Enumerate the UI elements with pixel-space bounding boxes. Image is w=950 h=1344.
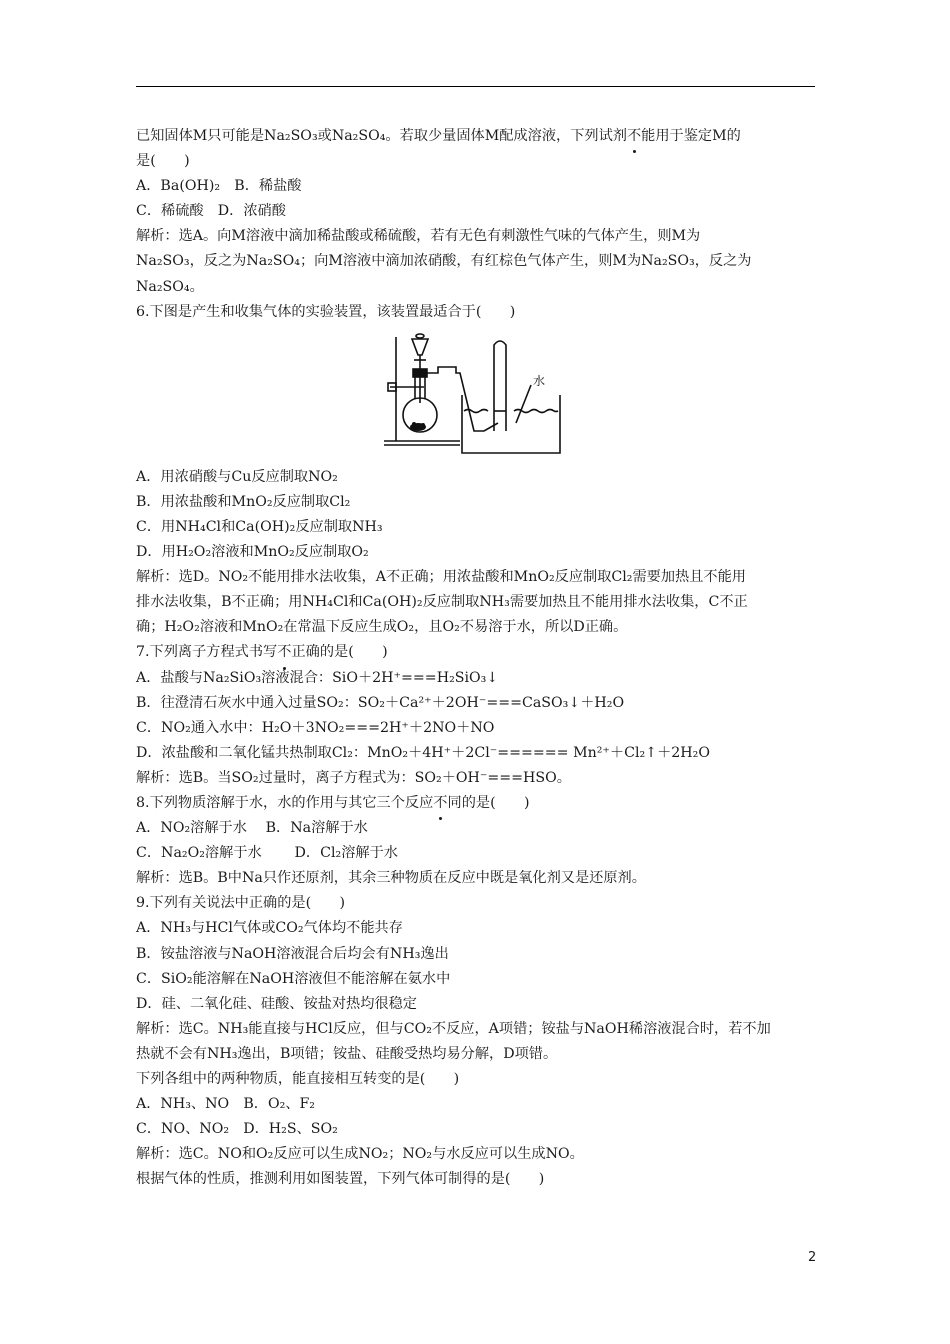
q9-option-line: B．铵盐溶液与NaOH溶液混合后均会有NH₃逸出: [136, 945, 449, 962]
separatory-funnel: [412, 339, 428, 355]
collection-tube: [494, 341, 506, 431]
page-number: 2: [808, 1250, 817, 1265]
q6-analysis-line: 解析：选D。NO₂不能用排水法收集，A不正确；用浓盐酸和MnO₂反应制取Cl₂需要加热且不能用: [136, 569, 746, 586]
q6-option-line: D．用H₂O₂溶液和MnO₂反应制取O₂: [136, 544, 369, 561]
q7-option-line: D．浓盐酸和二氧化锰共热制取Cl₂：MnO₂＋4H⁺＋2Cl⁻====== Mn²⁺＋Cl₂↑＋2H₂O: [136, 744, 710, 761]
q6-option-line: C．用NH₄Cl和Ca(OH)₂反应制取NH₃: [136, 518, 383, 535]
q10-option-line: C．NO、NO₂ D．H₂S、SO₂: [136, 1121, 338, 1138]
q5-analysis-line: Na₂SO₄。: [136, 278, 204, 295]
emphasis-dot-char: 不: [627, 124, 641, 149]
q9-option-line: D．硅、二氧化硅、硅酸、铵盐对热均很稳定: [136, 995, 417, 1012]
emphasis-dot-char: 不: [433, 791, 447, 816]
q7-stem: 7.下列离子方程式书写不正确的是( ): [136, 640, 816, 665]
water-label: 水: [533, 373, 546, 388]
q11-stem: 根据气体的性质，推测利用如图装置，下列气体可制得的是( ): [136, 1171, 545, 1188]
q10-option-line: A．NH₃、NO B．O₂、F₂: [136, 1096, 315, 1113]
q9-analysis-line: 热就不会有NH₃逸出，B项错；铵盐、硅酸受热均易分解，D项错。: [136, 1045, 558, 1062]
q7-option-line: B．往澄清石灰水中通入过量SO₂：SO₂＋Ca²⁺＋2OH⁻===CaSO₃↓＋H₂O: [136, 694, 625, 711]
q6-option-line: B．用浓盐酸和MnO₂反应制取Cl₂: [136, 493, 351, 510]
page-content: [136, 124, 816, 1192]
q8-option-line: C．Na₂O₂溶解于水 D．Cl₂溶解于水: [136, 845, 398, 862]
q10-stem: 下列各组中的两种物质，能直接相互转变的是( ): [136, 1071, 460, 1087]
q5-option-line: A．Ba(OH)₂ B．稀盐酸: [136, 178, 302, 195]
q5-stem-line-1: 已知固体M只可能是Na₂SO₃或Na₂SO₄。若取少量固体M配成溶液，下列试剂不能用于鉴定M的: [136, 124, 816, 149]
solid-particle: [412, 422, 416, 426]
water-trough: [462, 395, 560, 453]
q6-stem: 6.下图是产生和收集气体的实验装置，该装置最适合于( ): [136, 303, 516, 320]
q5-analysis-line: Na₂SO₃，反之为Na₂SO₄；向M溶液中滴加浓硝酸，有红棕色气体产生，则M为Na₂SO₃，反之为: [136, 253, 752, 270]
q7-option-line: A．盐酸与Na₂SiO₃溶液混合：SiO＋2H⁺===H₂SiO₃↓: [136, 669, 499, 686]
q9-option-line: A．NH₃与HCl气体或CO₂气体均不能共存: [136, 920, 403, 937]
q5-analysis-line: 解析：选A。向M溶液中滴加稀盐酸或稀硫酸，若有无色有刺激性气味的气体产生，则M为: [136, 228, 701, 245]
q6-option-line: A．用浓硝酸与Cu反应制取NO₂: [136, 468, 338, 485]
q10-analysis-line: 解析：选C。NO和O₂反应可以生成NO₂；NO₂与水反应可以生成NO。: [136, 1146, 584, 1163]
water-surface: [464, 409, 558, 412]
q9-option-line: C．SiO₂能溶解在NaOH溶液但不能溶解在氨水中: [136, 970, 451, 987]
q9-stem: 9.下列有关说法中正确的是( ): [136, 895, 346, 912]
apparatus-figure: [136, 327, 816, 457]
funnel-stopper: [416, 334, 424, 338]
q5-stem-line-2: 是( ): [136, 153, 190, 170]
q7-option-line: C．NO₂通入水中：H₂O＋3NO₂===2H⁺＋2NO＋NO: [136, 719, 495, 736]
q9-analysis-line: 解析：选C。NH₃能直接与HCl反应，但与CO₂不反应，A项错；铵盐与NaOH稀溶液混合时，若不加: [136, 1020, 771, 1037]
header-rule: [136, 86, 815, 87]
q8-option-line: A．NO₂溶解于水 B．Na溶解于水: [136, 820, 368, 837]
emphasis-dot-char: 不: [277, 640, 291, 665]
apparatus-diagram: [376, 327, 576, 457]
q8-analysis-line: 解析：选B。B中Na只作还原剂，其余三种物质在反应中既是氧化剂又是还原剂。: [136, 870, 646, 887]
q8-stem: 8.下列物质溶解于水，水的作用与其它三个反应不同的是( ): [136, 791, 816, 816]
q7-analysis-line: 解析：选B。当SO₂过量时，离子方程式为：SO₂＋OH⁻===HSO。: [136, 769, 571, 786]
q5-option-line: C．稀硫酸 D．浓硝酸: [136, 203, 286, 220]
q6-analysis-line: 确；H₂O₂溶液和MnO₂在常温下反应生成O₂，且O₂不易溶于水，所以D正确。: [136, 619, 628, 636]
solid-particle: [421, 423, 425, 427]
water-label-leader: [516, 385, 531, 423]
q6-analysis-line: 排水法收集，B不正确；用NH₄Cl和Ca(OH)₂反应制取NH₃需要加热且不能用排水法收集，C不正: [136, 594, 748, 611]
